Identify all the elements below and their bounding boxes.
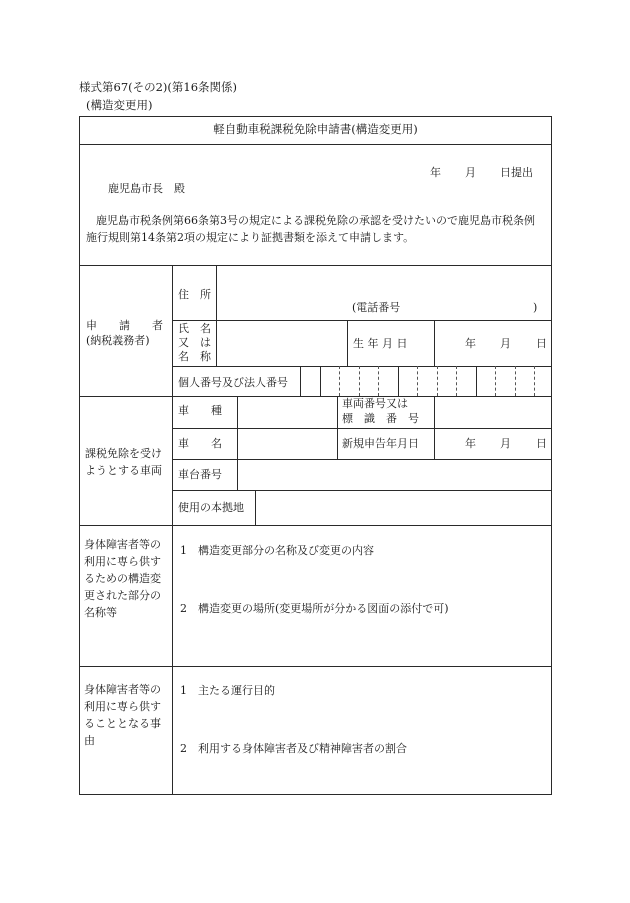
id-number-label: 個人番号及び法人番号	[178, 376, 288, 389]
vehicle-name-label: 車 名	[178, 437, 222, 450]
plate-label-2: 標 識 番 号	[342, 412, 419, 425]
phone-field[interactable]	[408, 298, 528, 316]
address-label: 住 所	[178, 288, 211, 301]
phone-label: (電話番号	[352, 301, 401, 314]
id-number-field[interactable]	[301, 367, 551, 395]
modified-part-content-field[interactable]	[173, 560, 551, 600]
birth-day: 日	[536, 337, 547, 350]
modified-part-item-1: 1 構造変更部分の名称及び変更の内容	[180, 544, 374, 557]
modified-part-item-2: 2 構造変更の場所(変更場所が分かる図面の添付で可)	[180, 602, 449, 615]
reason-item-1: 1 主たる運行目的	[180, 684, 275, 697]
modified-location-field[interactable]	[173, 618, 551, 665]
disabled-user-ratio-field[interactable]	[173, 758, 551, 793]
vehicle-type-field[interactable]	[238, 397, 336, 427]
plate-number-field[interactable]	[435, 397, 551, 427]
new-report-month: 月	[500, 437, 511, 450]
addressee: 鹿児島市長 殿	[108, 182, 185, 195]
new-report-day: 日	[536, 437, 547, 450]
name-label-2: 又 は	[178, 336, 211, 349]
new-report-date-field[interactable]	[435, 429, 551, 458]
base-location-field[interactable]	[256, 491, 551, 524]
date-year: 年	[430, 166, 441, 179]
driving-purpose-field[interactable]	[173, 700, 551, 738]
form-subtitle: (構造変更用)	[86, 98, 153, 112]
name-label-3: 名 称	[178, 350, 211, 363]
vehicle-section-label: 課税免除を受けようとする車両	[85, 447, 162, 477]
birth-year: 年	[465, 337, 476, 350]
plate-label-1: 車両番号又は	[342, 397, 408, 410]
chassis-number-field[interactable]	[238, 460, 551, 489]
reason-section-label: 身体障害者等の利用に専ら供することとなる事由	[84, 683, 161, 747]
form-title: 軽自動車税課税免除申請書(構造変更用)	[213, 122, 418, 136]
form-number: 様式第67(その2)(第16条関係)	[79, 80, 238, 94]
name-label-1: 氏 名	[178, 322, 211, 335]
modified-part-section-label: 身体障害者等の利用に専ら供するための構造変更された部分の名称等	[84, 538, 161, 619]
new-report-year: 年	[465, 437, 476, 450]
chassis-number-label: 車台番号	[178, 468, 222, 481]
vehicle-type-label: 車 種	[178, 404, 222, 417]
intro-body-text: 鹿児島市税条例第66条第3号の規定による課税免除の承認を受けたいので鹿児島市税条例施行規則第14条第2項の規定により証拠書類を添えて申請します。	[86, 214, 535, 244]
date-month: 月	[465, 166, 476, 179]
base-location-label: 使用の本拠地	[178, 501, 244, 514]
new-report-label: 新規申告年月日	[342, 437, 419, 450]
reason-item-2: 2 利用する身体障害者及び精神障害者の割合	[180, 742, 407, 755]
birth-date-field[interactable]	[435, 321, 551, 365]
phone-close: )	[533, 301, 538, 314]
applicant-section-label: 申 請 者	[86, 319, 163, 332]
applicant-section-sublabel: (納税義務者)	[86, 334, 150, 347]
name-field[interactable]	[217, 321, 346, 365]
birth-month: 月	[500, 337, 511, 350]
vehicle-name-field[interactable]	[238, 429, 336, 458]
birth-label: 生 年 月 日	[353, 337, 408, 350]
date-submit: 日提出	[500, 166, 533, 179]
